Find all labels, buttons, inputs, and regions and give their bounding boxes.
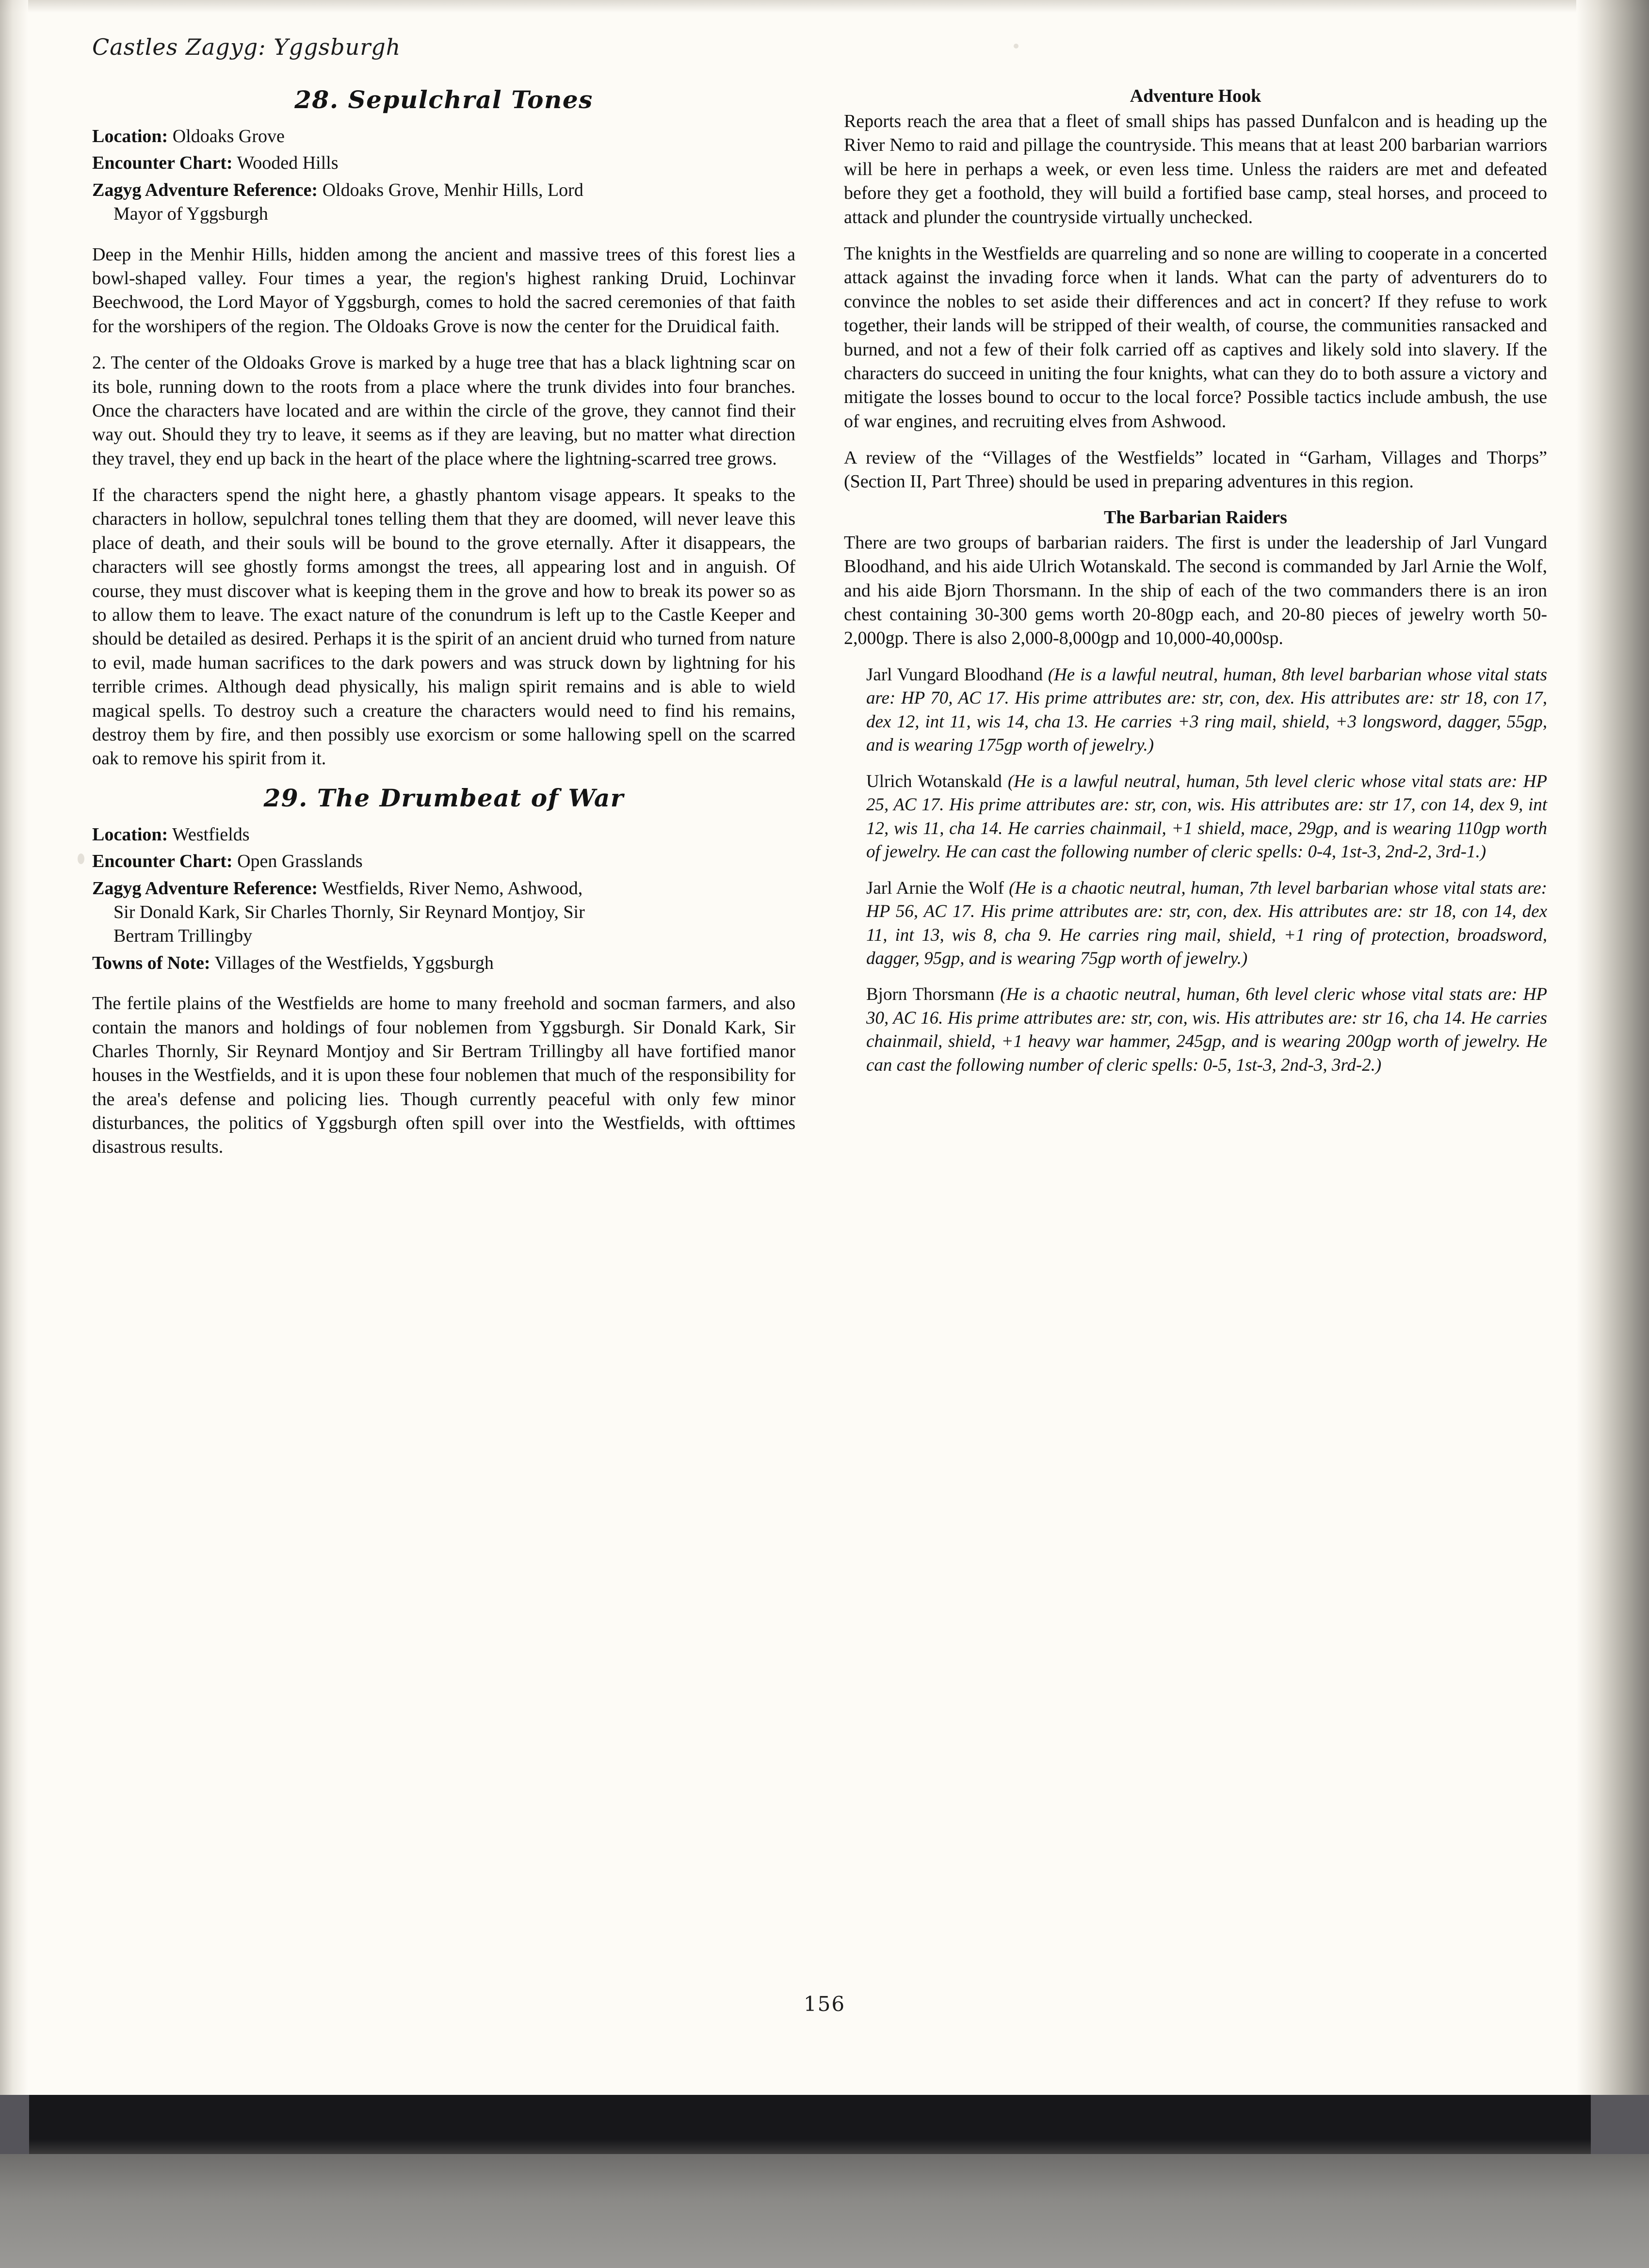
page-right-shadow (1576, 0, 1649, 2095)
book-edge-background (0, 2095, 1649, 2268)
entry-29-towns-of-note (92, 951, 795, 975)
entry-28-zagyg-reference (92, 178, 795, 226)
adventure-hook-paragraph-1: Reports reach the area that a fleet of small ships has passed Dunfalcon and is heading up the River Nemo to raid and pillage the countryside. This means that at least 200 barbarian warriors will be here in perhaps a week, or even less time. Unless the raiders are met and defeated before they get a foothold, they will build a fortified base camp, steal horses, and proceed to attack and plunder the countryside virtually unchecked. (844, 111, 1547, 227)
npc-name: Bjorn Thorsmann (866, 984, 1001, 1005)
entry-28-paragraph-3: If the characters spend the night here, a ghastly phantom visage appears. It speaks to the characters in hollow, sepulchral tones telling them that they are doomed, will never leave this place of death, and their souls will be bound to the grove eternally. After it disappears, the characters will see ghostly forms amongst the trees, all appearing lost and in anguish. Of course, they must discover what is keeping them in the grove and how to break its power so as to allow them to leave. The exact nature of the conundrum is left up to the Castle Keeper and should be detailed as desired. Perhaps it is the spirit of an ancient druid who turned from nature to evil, made human sacrifices to the dark powers and was struck down by lightning for his terrible crimes. Although dead physically, his malign spirit remains and is able to wield magical spells. To destroy such a creature the characters would need to find his remains, destroy them by fire, and then possibly use exorcism or some hallowing spell on the scarred oak to remove his spirit from it. (92, 485, 795, 769)
entry-29-zagyg-reference (92, 877, 795, 949)
running-head: Castles Zagyg: Yggsburgh (92, 34, 401, 60)
entry-29-title: 29. The Drumbeat of War (263, 783, 624, 812)
zagyg-ref-value-cont: Sir Donald Kark, Sir Charles Thornly, Sir Reynard Montjoy, Sir (113, 901, 585, 922)
npc-name: Jarl Arnie the Wolf (866, 878, 1009, 898)
zagyg-ref-label: Zagyg Adventure Reference: (92, 878, 318, 899)
page-content (92, 34, 1571, 1172)
npc-stats: (He is a chaotic neutral, human, 6th level cleric whose vital stats are: HP 30, AC 16. His prime attributes are: str, con, wis. His attributes are: str 16, cha 14. He carries chainmail, shield, +1 heavy war hammer, 245gp, and is wearing 200gp worth of jewelry. He can cast the following number of cleric spells: 0-5, 1st-3, 2nd-3, 3rd-2.) (866, 984, 1547, 1075)
npc-entry (844, 663, 1547, 757)
encounter-chart-value: Wooded Hills (237, 153, 339, 174)
barbarian-raiders-title: The Barbarian Raiders (1104, 507, 1287, 528)
right-column (844, 85, 1547, 1172)
barbarian-raiders-intro: There are two groups of barbarian raiders. The first is under the leadership of Jarl Vungard Bloodhand, and his aide Ulrich Wotanskald. The second is commanded by Jarl Arnie the Wolf, and his aide Bjorn Thorsmann. In the ship of each of the two commanders there is an iron chest containing 30-300 gems worth 20-80gp each, and 20-80 pieces of jewelry worth 50-2,000gp. There is also 2,000-8,000gp and 10,000-40,000sp. (844, 532, 1547, 649)
entry-28-location (92, 125, 795, 148)
entry-28-encounter-chart (92, 151, 795, 175)
entry-29-meta (92, 823, 795, 975)
npc-name: Ulrich Wotanskald (866, 771, 1008, 791)
npc-stats: (He is a lawful neutral, human, 8th level barbarian whose vital stats are: HP 70, AC 17. His prime attributes are: str, con, dex. His attributes are: str 18, con 17, dex 12, int 11, wis 14, cha 13. He carries +3 ring mail, shield, +3 longsword, dagger, 55gp, and is wearing 175gp worth of jewelry.) (866, 664, 1547, 756)
page-number: 156 (803, 1992, 846, 2016)
zagyg-ref-label: Zagyg Adventure Reference: (92, 179, 318, 200)
zagyg-ref-value: Westfields, River Nemo, Ashwood, (322, 878, 583, 899)
entry-28-meta (92, 125, 795, 226)
entry-28-paragraph-1: Deep in the Menhir Hills, hidden among the ancient and massive trees of this forest lies a bowl-shaped valley. Four times a year, the region's highest ranking Druid, Lochinvar Beechwood, the Lord Mayor of Yggsburgh, comes to hold the sacred ceremonies of that faith for the worshipers of the region. The Oldoaks Grove is now the center for the Druidical faith. (92, 244, 795, 337)
encounter-chart-value: Open Grasslands (237, 851, 363, 872)
book-left-edge-nub (0, 2095, 29, 2154)
zagyg-ref-value-cont2: Bertram Trillingby (113, 926, 253, 947)
adventure-hook-paragraph-2: The knights in the Westfields are quarreling and so none are willing to cooperate in a concerted attack against the invading force when it lands. What can the party of adventurers do to convince the nobles to set aside their differences and act in concert? If they refuse to work together, their lands will be stripped of their wealth, of course, the communities ransacked and burned, and not a few of their folk carried off as captives and likely sold into slavery. If the characters do succeed in uniting the four knights, what can they do to both assure a victory and mitigate the losses bound to occur to the local force? Possible tactics include ambush, the use of war engines, and recruiting elves from Ashwood. (844, 243, 1547, 432)
location-value: Oldoaks Grove (172, 126, 285, 146)
npc-stats: (He is a lawful neutral, human, 5th level cleric whose vital stats are: HP 25, AC 17. His prime attributes are: str, con, wis. His attributes are: str 17, con 14, dex 9, int 12, wis 11, cha 14. He carries chainmail, +1 shield, mace, 29gp, and is wearing 110gp worth of jewelry. He can cast the following number of cleric spells: 0-4, 1st-3, 2nd-2, 3rd-1.) (866, 771, 1547, 862)
location-label: Location: (92, 126, 168, 146)
entry-29-encounter-chart (92, 850, 795, 873)
left-column (92, 85, 795, 1172)
page-left-shadow (0, 0, 28, 2095)
two-column-layout (92, 85, 1547, 1172)
npc-entry (844, 983, 1547, 1077)
towns-label: Towns of Note: (92, 952, 210, 973)
page-top-shadow (0, 0, 1649, 13)
towns-value: Villages of the Westfields, Yggsburgh (214, 952, 494, 973)
npc-name: Jarl Vungard Bloodhand (866, 664, 1048, 685)
entry-29-paragraph-1: The fertile plains of the Westfields are home to many freehold and socman farmers, and also contain the manors and holdings of four noblemen from Yggsburgh. Sir Donald Kark, Sir Charles Thornly, Sir Reynard Montjoy and Sir Bertram Trillingby all have fortified manor houses in the Westfields, and it is upon these four noblemen that much of the responsibility for the area's defense and policing lies. Though currently peaceful with only few minor disturbances, the politics of Yggsburgh often spill over into the Westfields, with ofttimes disastrous results. (92, 993, 795, 1158)
zagyg-ref-value: Oldoaks Grove, Menhir Hills, Lord (322, 179, 583, 200)
npc-entry (844, 770, 1547, 864)
entry-29-location (92, 823, 795, 847)
entry-28-paragraph-2: 2. The center of the Oldoaks Grove is marked by a huge tree that has a black lightning scar on its bole, running down to the roots from a place where the trunk divides into four branches. Once the characters have located and are within the circle of the grove, they cannot find their way out. Should they try to leave, it seems as if they are leaving, but no matter what direction they travel, they end up back in the heart of the place where the lightning-scarred tree grows. (92, 353, 795, 469)
book-dark-edge (0, 2095, 1649, 2154)
zagyg-ref-value-cont: Mayor of Yggsburgh (113, 204, 268, 225)
encounter-chart-label: Encounter Chart: (92, 153, 233, 174)
location-label: Location: (92, 824, 168, 845)
npc-entry (844, 877, 1547, 971)
desk-surface (0, 2154, 1649, 2268)
npc-stats: (He is a chaotic neutral, human, 7th level barbarian whose vital stats are: HP 56, AC 17. His prime attributes are: str, con, dex. His attributes are: str 18, con 14, dex 11, int 13, wis 8, cha 9. He carries ring mail, shield, +1 ring of protection, broadsword, dagger, 95gp, and is wearing 75gp worth of jewelry.) (866, 878, 1547, 968)
adventure-hook-paragraph-3: A review of the “Villages of the Westfields” located in “Garham, Villages and Thorps” (Section II, Part Three) should be used in preparing adventures in this region. (844, 448, 1547, 492)
book-right-edge-nub (1591, 2095, 1649, 2154)
scan-speck (78, 853, 84, 864)
entry-28-title: 28. Sepulchral Tones (294, 85, 593, 114)
location-value: Westfields (172, 824, 250, 845)
encounter-chart-label: Encounter Chart: (92, 851, 233, 872)
adventure-hook-title: Adventure Hook (1130, 86, 1261, 106)
